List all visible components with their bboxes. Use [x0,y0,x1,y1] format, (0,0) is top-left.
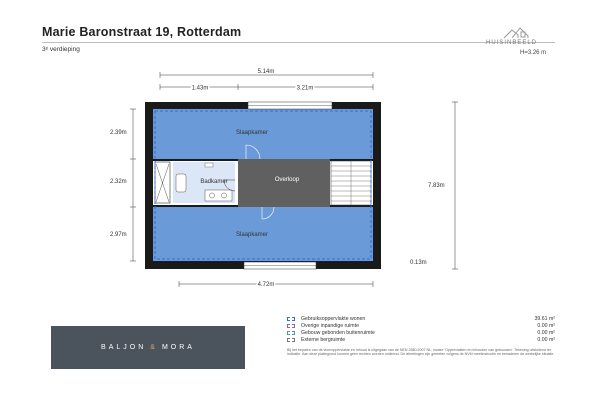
label-landing: Overloop [274,177,300,183]
room-landing [238,159,330,207]
legend-row [287,315,555,322]
right-dimension-lines [452,102,458,269]
dim-top-right: 3.21m [296,85,314,92]
dim-top-total: 5.14m [257,69,275,75]
logo-text: HUISINBEELD [486,40,538,46]
page-title: Marie Baronstraat 19, Rotterdam [42,25,242,39]
legend-label: Gebouw gebonden buitenruimte [301,329,375,336]
legend-label: Externe bergruimte [301,336,346,343]
brand-amp: & [150,344,158,351]
dim-left-top: 2.39m [110,130,127,136]
legend-swatch [287,317,295,321]
disclaimer-text: Bij het bepalen van de vloeroppervlakte en inhoud is uitgegaan van de NEN 2580:2007 NL, inzake 'Oppervlakten en inhouden van gebouwen'. Tekening uitsluitend ter indicatie. Aan deze plattegrond kunnen geen rechten worden ontleend. De afmetingen zijn gemeten volgens de NVM meetinstructie en benaderen de werkelijke situatie. [287,348,555,357]
dim-left-bottom: 2.97m [110,232,127,238]
bath-tub [176,174,186,192]
legend-label: Gebruiksoppervlakte wonen [301,315,366,322]
legend-swatch [287,324,295,328]
area-legend [287,315,555,343]
legend-label: Overige inpandige ruimte [301,322,359,329]
legend-value: 0.00 m² [537,322,555,329]
dim-top-left: 1.43m [191,85,209,92]
dim-right-total: 7.83m [428,183,445,189]
legend-row [287,329,555,336]
floor-label: 3ᵉ verdieping [42,46,80,53]
label-bathroom: Badkamer [200,179,228,185]
brand-right: MORA [161,344,195,351]
legend-value: 0.00 m² [537,329,555,336]
legend-swatch [287,338,295,342]
legend-row [287,336,555,343]
washbasin-unit [205,190,232,201]
shower-fixture [205,163,213,167]
legend-row [287,322,555,329]
dim-left-middle: 2.32m [110,179,127,185]
ceiling-height: H=3.26 m [520,50,547,56]
legend-value: 39.61 m² [534,315,555,322]
brand-banner [51,326,245,369]
bottom-dimension-line [179,281,373,287]
legend-swatch [287,331,295,335]
label-bedroom-top: Slaapkamer [235,130,269,136]
label-bedroom-bottom: Slaapkamer [235,232,269,238]
legend-value: 0.00 m² [537,336,555,343]
dim-bottom: 4.72m [257,282,275,288]
dim-right-small: 0.13m [410,260,427,266]
brand-left: BALJON [101,344,147,351]
left-dimension-lines [130,109,136,261]
